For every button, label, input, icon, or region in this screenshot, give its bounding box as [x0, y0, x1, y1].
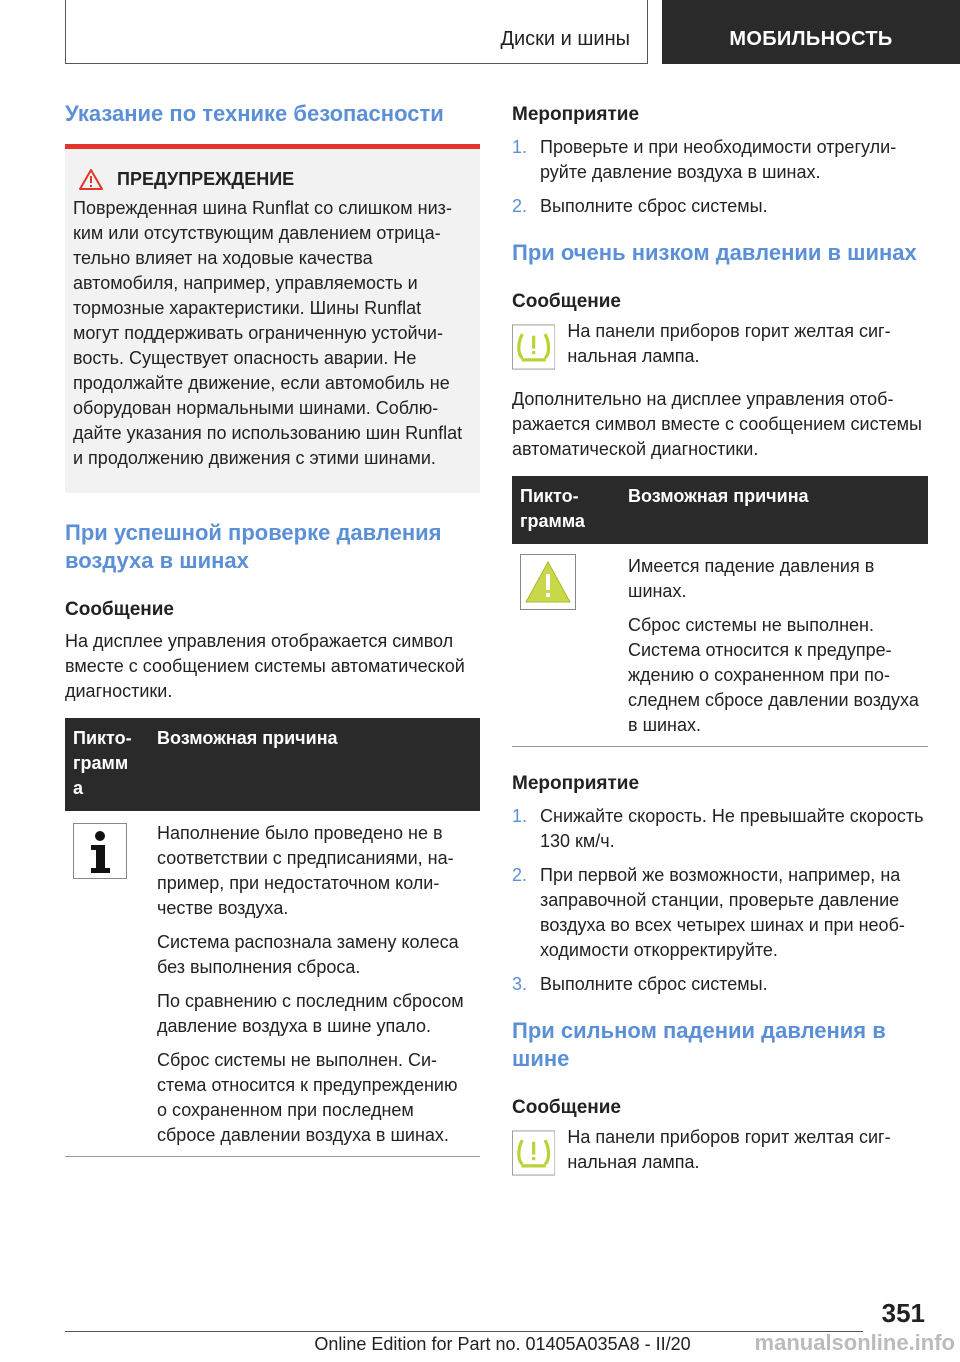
tire-pressure-warning-icon	[512, 1125, 555, 1181]
step-number: 2.	[512, 865, 528, 885]
message-text: На дисплее управления отображается символ вместе с сообщением системы автоматической диагностики.	[65, 631, 465, 701]
measures-label: Мероприятие	[512, 104, 640, 125]
step-number: 1.	[512, 137, 528, 157]
reason-text: Сброс системы не выполнен. Система относится к предупреждению о сохраненном при последнем сбросе давлении воздуха в шинах.	[157, 1050, 458, 1145]
measures-label: Мероприятие	[512, 773, 640, 794]
table-header-row	[65, 718, 480, 811]
list-item	[512, 972, 928, 997]
message-label: Сообщение	[512, 1097, 621, 1118]
footer-divider	[65, 1331, 863, 1332]
reason-text: Имеется падение давления в шинах.	[628, 556, 875, 601]
right-column	[512, 100, 928, 1181]
step-text: Снижайте скорость. Не превышайте скорость 130 км/ч.	[540, 806, 924, 851]
left-column	[65, 100, 480, 1157]
list-item	[512, 135, 928, 185]
reason-text: Система распознала замену колеса без выполнения сброса.	[157, 932, 459, 977]
table-cell-reasons	[620, 544, 928, 747]
warning-title-row	[73, 167, 472, 192]
table-row	[65, 811, 480, 1157]
list-item	[512, 863, 928, 963]
measures-list	[512, 804, 928, 997]
table-row	[512, 544, 928, 747]
message-label: Сообщение	[512, 291, 621, 312]
warning-text: Поврежденная шина Runflat со слишком низким или отсутствующим давлением отрицательно влияет на ходовые качества автомобиля, например, управляемость и тормозные характеристики. Шины Runflat могут поддерживать ограниченную устойчивость. Существует опасность аварии. Не продолжайте движение, если автомобиль не оборудован нормальными шинами. Соблюдайте указания по использованию шин Runflat и продолжению движения с этими шинами.	[73, 198, 463, 468]
success-heading: При успешной проверке давления воздуха в шинах	[65, 520, 442, 573]
step-text: Выполните сброс системы.	[540, 196, 768, 216]
list-item	[512, 804, 928, 854]
table-header-reason: Возможная причина	[620, 476, 928, 544]
header-chapter-title: МОБИЛЬНОСТЬ	[662, 0, 960, 64]
table-cell-reasons	[149, 811, 480, 1157]
table-header-pictogram: Пиктограмм а	[65, 718, 149, 811]
measures-list	[512, 135, 928, 219]
table-header-pictogram: Пиктограмма	[512, 476, 620, 544]
lamp-text: На панели приборов горит желтая сигнальная лампа.	[567, 1127, 891, 1172]
table-header-reason: Возможная причина	[149, 718, 480, 811]
table-cell-icon	[65, 811, 149, 1157]
watermark: manualsonline.info	[754, 1330, 955, 1355]
page-header	[0, 0, 960, 66]
table-cell-icon	[512, 544, 620, 747]
warning-box	[65, 149, 480, 493]
edition-text: Online Edition for Part no. 01405A035A8 - II/20	[314, 1334, 691, 1354]
reasons-table	[512, 476, 928, 747]
header-section-title: Диски и шины	[500, 28, 630, 50]
message-label: Сообщение	[65, 599, 174, 620]
step-text: При первой же возможности, например, на заправочной станции, проверьте давление воздуха во всех четырех шинах и при необходимости откорректируйте.	[540, 865, 905, 960]
strong-drop-heading: При сильном падении давления в шине	[512, 1018, 886, 1071]
lamp-row	[512, 1125, 928, 1181]
tire-pressure-warning-icon	[512, 319, 555, 375]
table-header-row	[512, 476, 928, 544]
safety-heading: Указание по технике безопасности	[65, 101, 444, 126]
list-item	[512, 194, 928, 219]
extra-text: Дополнительно на дисплее управления отображается символ вместе с сообщением системы автоматической диагностики.	[512, 389, 922, 459]
warning-triangle-icon	[520, 554, 576, 610]
step-number: 2.	[512, 196, 528, 216]
lamp-row	[512, 319, 928, 375]
info-icon	[73, 823, 127, 879]
step-text: Проверьте и при необходимости отрегулируйте давление воздуха в шинах.	[540, 137, 897, 182]
step-number: 1.	[512, 806, 528, 826]
warning-triangle-icon	[79, 169, 103, 190]
warning-title: ПРЕДУПРЕЖДЕНИЕ	[117, 169, 295, 189]
reason-text: По сравнению с последним сбросом давление воздуха в шине упало.	[157, 991, 464, 1036]
low-pressure-heading: При очень низком давлении в шинах	[512, 240, 917, 265]
step-number: 3.	[512, 974, 528, 994]
reasons-table	[65, 718, 480, 1157]
step-text: Выполните сброс системы.	[540, 974, 768, 994]
lamp-text: На панели приборов горит желтая сигнальная лампа.	[567, 321, 891, 366]
reason-text: Наполнение было проведено не в соответствии с предписаниями, например, при недостаточном количестве воздуха.	[157, 823, 454, 918]
page-number: 351	[881, 1298, 925, 1328]
reason-text: Сброс системы не выполнен. Система относится к предупреждению о сохраненном при последнем сбросе давлении воздуха в шинах.	[628, 615, 919, 735]
